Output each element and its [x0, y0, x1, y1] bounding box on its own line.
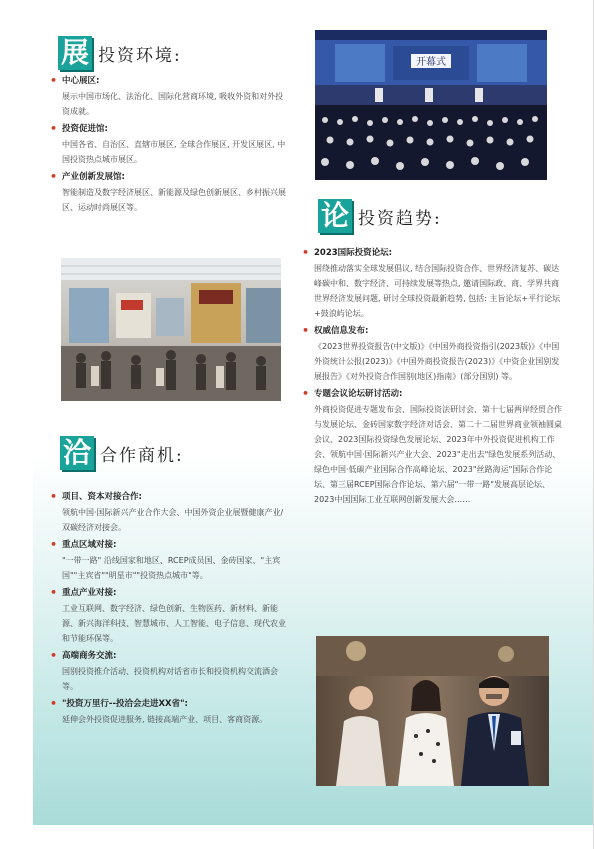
opening-ceremony-photo — [315, 30, 547, 180]
business-heading — [60, 436, 184, 470]
list-item-body: 领航中国·国际新兴产业合作大会、中国外资企业展暨健康产业/双碳经济对接会。 — [62, 508, 284, 532]
business-list — [50, 490, 288, 730]
list-item-body: 外商投资促进专题发布会、国际投资法研讨会、第十七届两岸经贸合作与发展论坛、金砖国家数字经济对话会、第二十二届世界商业领袖圆桌会议、2023国际投资绿色发展论坛、2023年中外投资促进机构工作会、领航中国·国际新兴产业大会、2023"走出去"绿色发展系列活动、绿色中国·低碳产业国际合作高峰论坛、2023"丝路海运"国际合作论坛、第三届RCEP国际合作论坛、第六届"一带一路"发展高层论坛、2023中国国际工业互联网创新发展大会…… — [314, 405, 562, 504]
list-item-title: • 重点产业对接: — [50, 586, 288, 601]
list-item-body: 工业互联网、数字经济、绿色创新、生物医药、新材料、新能源、新兴海洋科技、智慧城市、人工智能、电子信息、现代农业和节能环保等。 — [62, 604, 286, 643]
investment-env-heading — [58, 36, 182, 70]
trends-char: 论 — [318, 199, 352, 233]
list-item-body: 展示中国市场化、法治化、国际化营商环境, 吸收外资和对外投资成就。 — [62, 92, 284, 116]
list-item-title: • 专题会议论坛研讨活动: — [302, 387, 567, 402]
list-item-title: • 高端商务交流: — [50, 649, 288, 664]
list-item-title: • 重点区域对接: — [50, 538, 288, 553]
list-item-body: 围绕推动落实全球发展倡议, 结合国际投资合作、世界经济复苏、碳达峰碳中和、数字经济、可持续发展等热点, 邀请国际政、商、学界共商世界经济发展问题, 研讨全球投资最新趋势, 包括: 主旨论坛+平行论坛+鼓浪屿论坛。 — [314, 264, 561, 318]
list-item-body: 国别投资推介活动、投资机构对话省市长和投资机构交流酒会等。 — [62, 667, 278, 691]
list-item-title: • 项目、资本对接合作: — [50, 490, 288, 505]
list-item-title: • 中心展区: — [50, 74, 290, 89]
business-char: 洽 — [60, 436, 94, 470]
list-item-title: • 投资促进馆: — [50, 122, 290, 137]
business-exchange-photo — [316, 636, 549, 786]
investment-env-list — [50, 74, 290, 218]
trends-list — [302, 246, 567, 510]
trends-heading — [318, 199, 442, 233]
trends-title: 投资趋势: — [358, 208, 442, 229]
list-item-body: 《2023世界投资报告(中文版)》《中国外商投资指引(2023版)》《中国外资统计公报(2023)》《中国外商投资报告(2023)》《中资企业国别发展报告》《对外投资合作国别(地区)指南》(部分国别) 等。 — [314, 342, 560, 381]
list-item-body: 智能制造及数字经济展区、新能源及绿色创新展区、乡村振兴展区、运动时尚展区等。 — [62, 188, 286, 212]
list-item-body: 中国各省、自治区、直辖市展区, 全球合作展区, 开发区展区, 中国投资热点城市展区。 — [62, 140, 286, 164]
investment-env-title: 投资环境: — [98, 45, 182, 66]
investment-env-char: 展 — [58, 36, 92, 70]
list-item-title: • "投资万里行--投洽会走进XX省": — [50, 697, 288, 712]
exhibition-hall-photo — [61, 258, 281, 401]
business-title: 合作商机: — [100, 445, 184, 466]
ceremony-sign-text: 开幕式 — [416, 57, 446, 68]
list-item-title: • 权威信息发布: — [302, 324, 567, 339]
list-item-title: • 2023国际投资论坛: — [302, 246, 567, 261]
list-item-title: • 产业创新发展馆: — [50, 170, 290, 185]
list-item-body: 延伸会外投资促进服务, 链接高端产业、项目、客商资源。 — [62, 715, 268, 724]
list-item-body: "一带一路" 沿线国家和地区、RCEP成员国、金砖国家、"主宾国""主宾省""明星市""投资热点城市"等。 — [62, 556, 281, 580]
